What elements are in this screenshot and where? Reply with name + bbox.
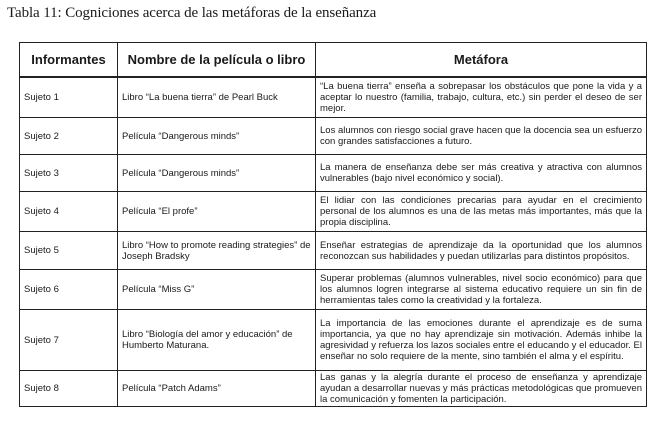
header-metaphor: Metáfora (316, 43, 647, 78)
informant-cell: Sujeto 8 (20, 371, 118, 407)
work-cell: Película “Patch Adams” (118, 371, 316, 407)
metaphor-cell: La manera de enseñanza debe ser más creativa y atractiva con alumnos vulnerables (bajo nivel económico y social). (316, 155, 647, 192)
table-row (20, 155, 647, 192)
informant-cell: Sujeto 3 (20, 155, 118, 192)
header-informants: Informantes (20, 43, 118, 78)
metaphor-cell: “La buena tierra” enseña a sobrepasar los obstáculos que pone la vida y a aceptar lo nuestro (familia, trabajo, cultura, etc.) sin perder el deseo de ser mejor. (316, 77, 647, 118)
work-cell: Película “Dangerous minds” (118, 155, 316, 192)
table-row (20, 192, 647, 232)
informant-cell: Sujeto 5 (20, 232, 118, 270)
table-caption: Tabla 11: Cogniciones acerca de las metáforas de la enseñanza (7, 5, 377, 21)
informant-cell: Sujeto 1 (20, 77, 118, 118)
metaphor-cell: Enseñar estrategias de aprendizaje da la oportunidad que los alumnos reconozcan sus habilidades y puedan utilizarlas para distintos propósitos. (316, 232, 647, 270)
header-row (20, 43, 647, 78)
metaphors-table (19, 42, 647, 407)
table-row (20, 232, 647, 270)
metaphor-cell: La importancia de las emociones durante el aprendizaje es de suma importancia, ya que no hay aprendizaje sin motivación. Además inhibe la agresividad y refuerza los lazos sociales entre el educando y el educador. El enseñar no solo requiere de la mente, sino también el alma y el espíritu. (316, 310, 647, 371)
metaphor-cell: Las ganas y la alegría durante el proceso de enseñanza y aprendizaje ayudan a desarrollar nuevas y más prácticas metodológicas que promueven la comunicación y fomenten la participación. (316, 371, 647, 407)
table-row (20, 270, 647, 310)
work-cell: Película “El profe” (118, 192, 316, 232)
informant-cell: Sujeto 6 (20, 270, 118, 310)
work-cell: Libro “Biología del amor y educación” de Humberto Maturana. (118, 310, 316, 371)
table-row (20, 371, 647, 407)
informant-cell: Sujeto 7 (20, 310, 118, 371)
metaphor-cell: Los alumnos con riesgo social grave hacen que la docencia sea un esfuerzo con grandes satisfacciones a futuro. (316, 118, 647, 155)
table-row (20, 310, 647, 371)
table-row (20, 118, 647, 155)
work-cell: Libro “La buena tierra” de Pearl Buck (118, 77, 316, 118)
header-work: Nombre de la película o libro (118, 43, 316, 78)
work-cell: Película “Dangerous minds” (118, 118, 316, 155)
work-cell: Libro “How to promote reading strategies” de Joseph Bradsky (118, 232, 316, 270)
table-row (20, 77, 647, 118)
metaphor-cell: Superar problemas (alumnos vulnerables, nivel socio económico) para que los alumnos logren integrarse al sistema educativo requiere un sin fin de herramientas tales como la creatividad y la fortaleza. (316, 270, 647, 310)
informant-cell: Sujeto 4 (20, 192, 118, 232)
informant-cell: Sujeto 2 (20, 118, 118, 155)
work-cell: Película “Miss G” (118, 270, 316, 310)
metaphor-cell: El lidiar con las condiciones precarias para ayudar en el crecimiento personal de los alumnos es una de las metas más importantes, más que la propia disciplina. (316, 192, 647, 232)
